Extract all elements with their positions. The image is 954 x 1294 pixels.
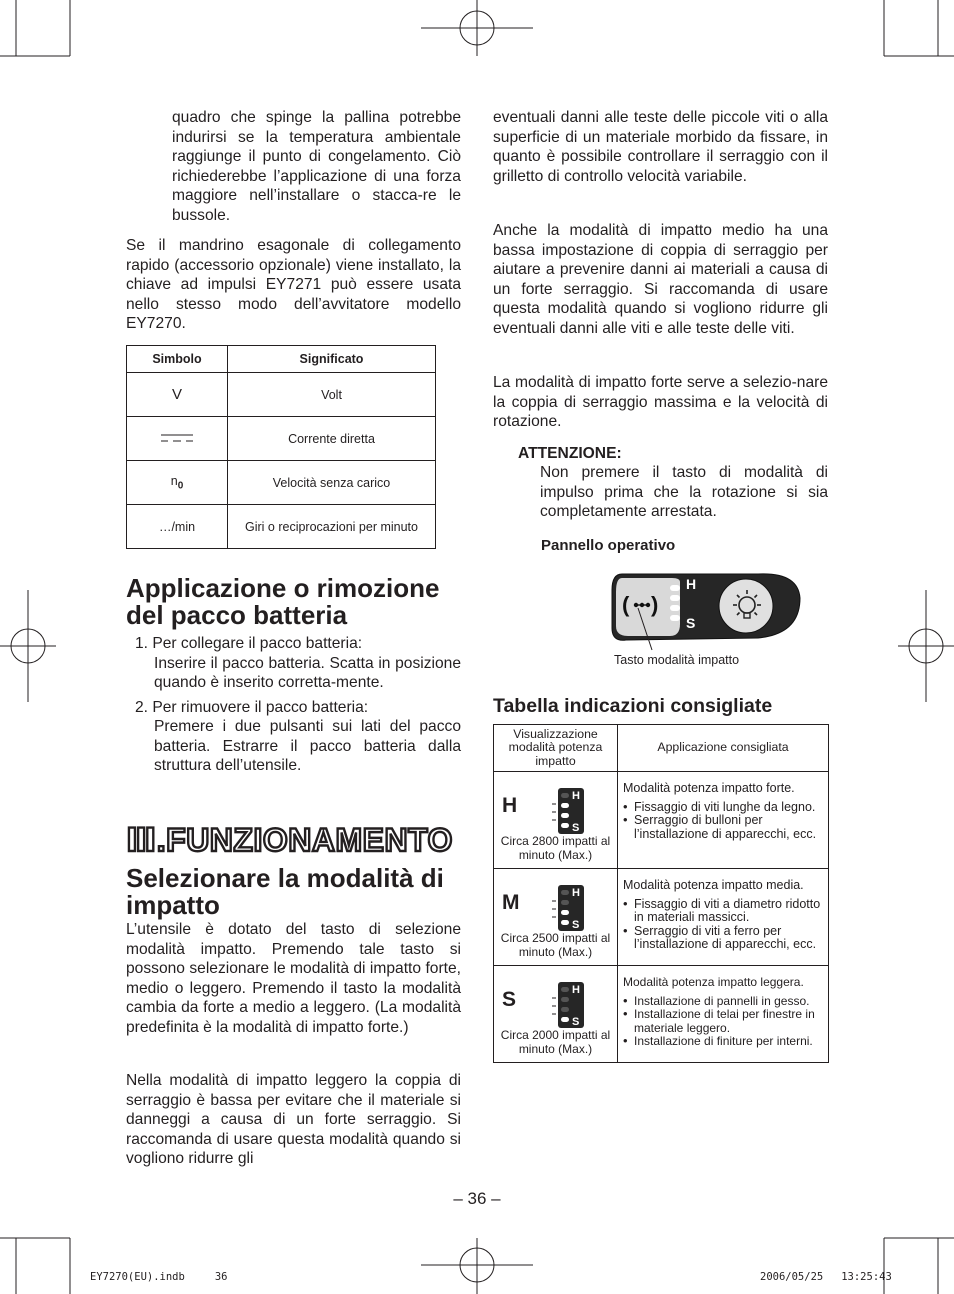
footer-date: 2006/05/25	[760, 1271, 824, 1283]
no-load-symbol: n	[170, 473, 178, 488]
application-cell	[618, 966, 829, 1063]
no-load-subscript: 0	[177, 480, 184, 492]
meaning-cell: Velocità senza carico	[228, 461, 436, 505]
symbol-cell: V	[127, 373, 228, 417]
indicator-s-label: S	[572, 919, 580, 931]
symbol-cell	[127, 461, 228, 505]
list-item: • Serraggio di viti a ferro per l’installazione di apparecchi, ecc.	[623, 925, 822, 952]
symbol-header: Simbolo	[127, 346, 228, 373]
footer-time: 13:25:43	[841, 1271, 892, 1283]
right-paragraph-3: La modalità di impatto forte serve a selezio-nare la coppia di serraggio massima e la velocità di rotazione.	[493, 374, 828, 430]
panel-title: Pannello operativo	[541, 537, 676, 554]
mode-paragraph-1: L’utensile è dotato del tasto di selezione modalità impatto. Premendo tale tasto si possono selezionare le modalità di impatto forte, medio o leggero. Premendo il tasto la modalità cambia da forte a medio a leggero. (La modalità predefinita è la modalità di impatto forte.)	[126, 921, 461, 1036]
indicator-bar	[561, 987, 569, 992]
meaning-cell: Giri o reciprocazioni per minuto	[228, 505, 436, 549]
page-number: – 36 –	[453, 1189, 501, 1208]
battery-heading: Applicazione o rimozione del pacco batteria	[126, 573, 440, 630]
indicator-bar	[561, 813, 569, 818]
mode-paragraph-2: Nella modalità di impatto leggero la coppia di serraggio è bassa per evitare che il materiale si danneggi a causa di un forte serraggio. Si raccomanda di usare questa modalità quando si vogliono ridurre gli	[126, 1072, 461, 1167]
impact-level-indicator-icon	[668, 581, 684, 631]
indicator-bar	[561, 997, 569, 1002]
mode-heading: Selezionare la modalità di impatto	[126, 863, 444, 920]
chapter-title	[126, 820, 461, 860]
impact-rate-caption: Circa 2500 impatti al minuto (Max.)	[500, 931, 611, 959]
right-paragraph-1: eventuali danni alle teste delle piccole viti o alla superficie di un materiale morbido da fissare, in quanto è possibile controllare il serraggio con il grilletto di controllo velocità variabile.	[493, 109, 828, 185]
footer-file-page: 36	[214, 1271, 228, 1283]
footer-timestamp	[760, 1271, 892, 1283]
battery-step-title: 1. Per collegare il pacco batteria:	[135, 635, 363, 652]
application-title: Modalità potenza impatto leggera.	[623, 975, 804, 989]
indicator-h-label: H	[572, 887, 580, 899]
table-row	[127, 461, 436, 505]
mode-letter: S	[502, 988, 517, 1011]
indicator-h-label: H	[572, 790, 580, 802]
mode-display-icon	[552, 980, 592, 1030]
indicator-s-label: S	[572, 822, 580, 834]
list-item: • Installazione di pannelli in gesso.	[623, 995, 822, 1009]
table-row	[494, 966, 829, 1063]
application-cell	[618, 772, 829, 869]
recommendation-table	[493, 724, 829, 1063]
mode-letter: H	[502, 794, 518, 817]
list-item: • Fissaggio di viti a diametro ridotto in materiali massicci.	[623, 898, 822, 925]
meaning-header: Significato	[228, 346, 436, 373]
impact-rate-caption: Circa 2800 impatti al minuto (Max.)	[500, 834, 611, 862]
mandrino-paragraph: Se il mandrino esagonale di collegamento rapido (accessorio opzionale) viene installato, la chiave ad impulsi EY7271 può essere usata nello stesso modo dell’avvitatore modello EY7270.	[126, 237, 461, 332]
symbol-cell: …/min	[127, 505, 228, 549]
footer-file-name: EY7270(EU).indb	[90, 1271, 185, 1283]
mode-display-icon	[552, 786, 592, 836]
mode-display-cell	[494, 966, 618, 1063]
rec-header-right: Applicazione consigliata	[618, 725, 829, 772]
rec-header-row	[494, 725, 829, 772]
indicator-bar	[561, 823, 569, 828]
indicator-bar	[561, 910, 569, 915]
symbol-table	[126, 345, 436, 549]
caution-title: ATTENZIONE:	[518, 445, 622, 462]
application-title: Modalità potenza impatto forte.	[623, 781, 795, 795]
indicator-h-label: H	[572, 984, 580, 996]
right-paragraph-2: Anche la modalità di impatto medio ha una bassa impostazione di coppia di serraggio per aiutare a prevenire danni ai materiali a causa di un forte serraggio. Si raccomanda di usare questa modalità quando si vogliono ridurre gli eventuali danni alle viti e alle teste delle viti.	[493, 222, 828, 337]
impact-rate-caption: Circa 2000 impatti al minuto (Max.)	[500, 1028, 611, 1056]
application-title: Modalità potenza impatto media.	[623, 878, 804, 892]
battery-step-title: 2. Per rimuovere il pacco batteria:	[135, 698, 369, 716]
list-item: • Installazione di telai per finestre in materiale leggero.	[623, 1008, 822, 1035]
table-row	[127, 373, 436, 417]
mode-display-cell	[494, 869, 618, 966]
svg-text:(: (	[622, 592, 630, 617]
caution-text: Non premere il tasto di modalità di impulso prima che la rotazione si sia completamente arrestata.	[540, 464, 828, 520]
battery-steps	[135, 634, 461, 776]
mode-letter: M	[502, 891, 520, 914]
light-bulb-icon[interactable]	[728, 588, 766, 626]
table-row	[494, 772, 829, 869]
indicator-bar	[561, 900, 569, 905]
mode-display-icon	[552, 883, 592, 933]
meaning-cell: Volt	[228, 373, 436, 417]
chapter-numeral: Ⅲ.	[126, 822, 167, 858]
rec-header-left: Visualizzazione modalità potenza impatto	[494, 725, 618, 772]
indicator-bar	[561, 1017, 569, 1022]
panel-s-label: S	[686, 615, 696, 631]
footer-file	[90, 1271, 227, 1283]
svg-text:): )	[651, 592, 659, 617]
indicator-bar	[561, 803, 569, 808]
intro-paragraph: quadro che spinge la pallina potrebbe indurirsi se la temperatura ambientale raggiunge il punto di congelamento. Ciò richiederebbe l’applicazione di una forza maggiore nell’installare o stacca-re le bussole.	[172, 109, 461, 224]
panel-h-label: H	[686, 576, 697, 592]
panel-caption: Tasto modalità impatto	[614, 653, 740, 667]
indicator-s-label: S	[572, 1016, 580, 1028]
indicator-bar	[561, 920, 569, 925]
direct-current-icon	[127, 417, 228, 461]
indicator-bar	[561, 890, 569, 895]
table-row	[127, 417, 436, 461]
indicator-bar	[561, 793, 569, 798]
table-row	[127, 505, 436, 549]
list-item: • Serraggio di bulloni per l’installazione di apparecchi, ecc.	[623, 814, 822, 841]
meaning-cell: Corrente diretta	[228, 417, 436, 461]
battery-step-text: Inserire il pacco batteria. Scatta in posizione quando è inserito corretta-mente.	[154, 654, 461, 691]
list-item: • Installazione di finiture per interni.	[623, 1035, 822, 1049]
indicator-bar	[561, 1007, 569, 1012]
callout-line	[636, 606, 656, 652]
table-row	[494, 869, 829, 966]
rec-heading: Tabella indicazioni consigliate	[493, 695, 773, 717]
mode-display-cell	[494, 772, 618, 869]
battery-step-text: Premere i due pulsanti sui lati del pacco batteria. Estrarre il pacco batteria dalla struttura dell’utensile.	[154, 718, 461, 774]
application-cell	[618, 869, 829, 966]
chapter-title-text: FUNZIONAMENTO	[166, 822, 453, 858]
list-item: • Fissaggio di viti lunghe da legno.	[623, 801, 822, 815]
